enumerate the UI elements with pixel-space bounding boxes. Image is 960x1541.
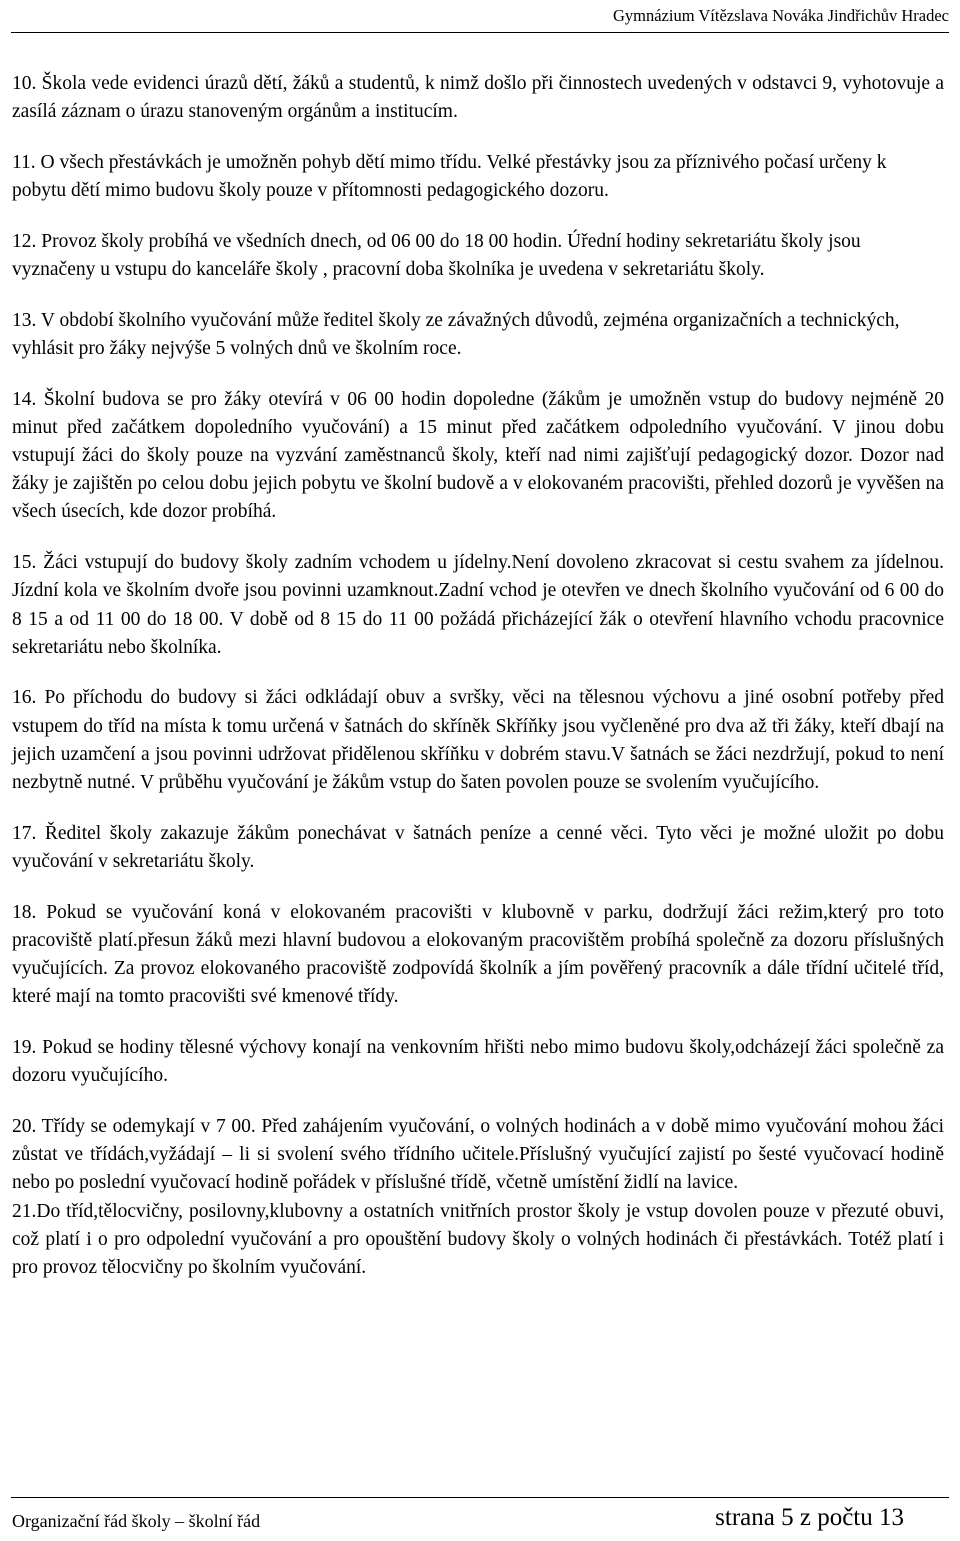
page-header: Gymnázium Vítězslava Nováka Jindřichův Hradec: [612, 6, 949, 25]
paragraph-13: 13. V období školního vyučování může ředitel školy ze závažných důvodů, zejména organizačních a technických, vyhlásit pro žáky nejvýše 5 volných dnů ve školním roce.: [12, 309, 900, 359]
paragraph-20: 20. Třídy se odemykají v 7 00. Před zahájením vyučování, o volných hodinách a v době mimo vyučování mohou žáci zůstat ve třídách,vyžádají – li si svolení svého třídního učitele.Příslušný vyučující zajistí po šesté vyučovací hodině nebo po poslední vyučovací hodině pořádek v příslušné třídě, včetně umístění židlí na lavice.: [12, 1115, 944, 1194]
paragraph-14: 14. Školní budova se pro žáky otevírá v 06 00 hodin dopoledne (žákům je umožněn vstup do budovy nejméně 20 minut před začátkem dopoledního vyučování) a 15 minut před začátkem odpoledního vyučování. V jinou dobu vstupují žáci do školy pouze na vyzvání zaměstnanců školy, kteří nad nimi zajišťují pedagogický dozor. Dozor nad žáky je zajištěn po celou dobu jejich pobytu ve školní budově a v elokovaném pracovišti, přehled dozorů je vyvěšen na všech úsecích, kde dozor probíhá.: [12, 388, 944, 523]
footer-divider: [11, 1497, 949, 1498]
paragraph-21: 21.Do tříd,tělocvičny, posilovny,klubovny a ostatních vnitřních prostor školy je vstup dovolen pouze v přezuté obuvi, což platí i o pro odpolední vyučování a pro opouštění budovy školy o volných hodinách či přestávkách. Totéž platí i pro provoz tělocvičny po školním vyučování.: [12, 1200, 944, 1278]
footer-document-title: Organizační řád školy – školní řád: [12, 1511, 261, 1531]
paragraph-11: 11. O všech přestávkách je umožněn pohyb dětí mimo třídu. Velké přestávky jsou za příznivého počasí určeny k pobytu dětí mimo budovu školy pouze v přítomnosti pedagogického dozoru.: [12, 151, 887, 202]
paragraph-15: 15. Žáci vstupují do budovy školy zadním vchodem u jídelny.Není dovoleno zkracovat si cestu svahem za jídelnou. Jízdní kola ve školním dvoře jsou povinni uzamknout.Zadní vchod je otevřen ve dnech školního vyučování od 6 00 do 8 15 a od 11 00 do 18 00. V době od 8 15 do 11 00 požádá přicházející žák o otevření hlavního vchodu pracovnice sekretariátu nebo školníka.: [12, 552, 944, 658]
paragraph-12: 12. Provoz školy probíhá ve všedních dnech, od 06 00 do 18 00 hodin. Úřední hodiny sekretariátu školy jsou vyznačeny u vstupu do kanceláře školy , pracovní doba školníka je uvedena v sekretariátu školy.: [12, 230, 861, 281]
footer-page-number: strana 5 z počtu 13: [715, 1504, 904, 1531]
paragraph-18: 18. Pokud se vyučování koná v elokovaném pracovišti v klubovně v parku, dodržují žáci režim,který pro toto pracoviště platí.přesun žáků mezi hlavní budovou a elokovaným pracovištěm probíhá společně za dozoru příslušných vyučujících. Za provoz elokovaného pracoviště zodpovídá školník a jím pověřený pracovník a dále třídní učitelé tříd, které mají na tomto pracovišti své kmenové třídy.: [12, 901, 944, 1008]
document-body: [12, 70, 944, 1282]
paragraph-17: 17. Ředitel školy zakazuje žákům ponechávat v šatnách peníze a cenné věci. Tyto věci je možné uložit po dobu vyučování v sekretariátu školy.: [12, 822, 944, 872]
paragraph-10: 10. Škola vede evidenci úrazů dětí, žáků a studentů, k nimž došlo při činnostech uvedených v odstavci 9, vyhotovuje a zasílá záznam o úrazu stanoveným orgánům a institucím.: [12, 73, 944, 123]
header-divider: [11, 32, 949, 33]
paragraph-16: 16. Po příchodu do budovy si žáci odkládají obuv a svršky, věci na tělesnou výchovu a jiné osobní potřeby před vstupem do tříd na místa k tomu určená v šatnách do skříněk Skříňky jsou vyčleněné pro dva až tři žáky, kteří dbají na jejich uzamčení a jsou povinni udržovat přidělenou skříňku v dobrém stavu.V šatnách se žáci nezdržují, pokud to není nezbytně nutné. V průběhu vyučování je žákům vstup do šaten povolen pouze se svolením vyučujícího.: [12, 687, 944, 794]
paragraph-19: 19. Pokud se hodiny tělesné výchovy konají na venkovním hřišti nebo mimo budovu školy,odcházejí žáci společně za dozoru vyučujícího.: [12, 1036, 944, 1087]
